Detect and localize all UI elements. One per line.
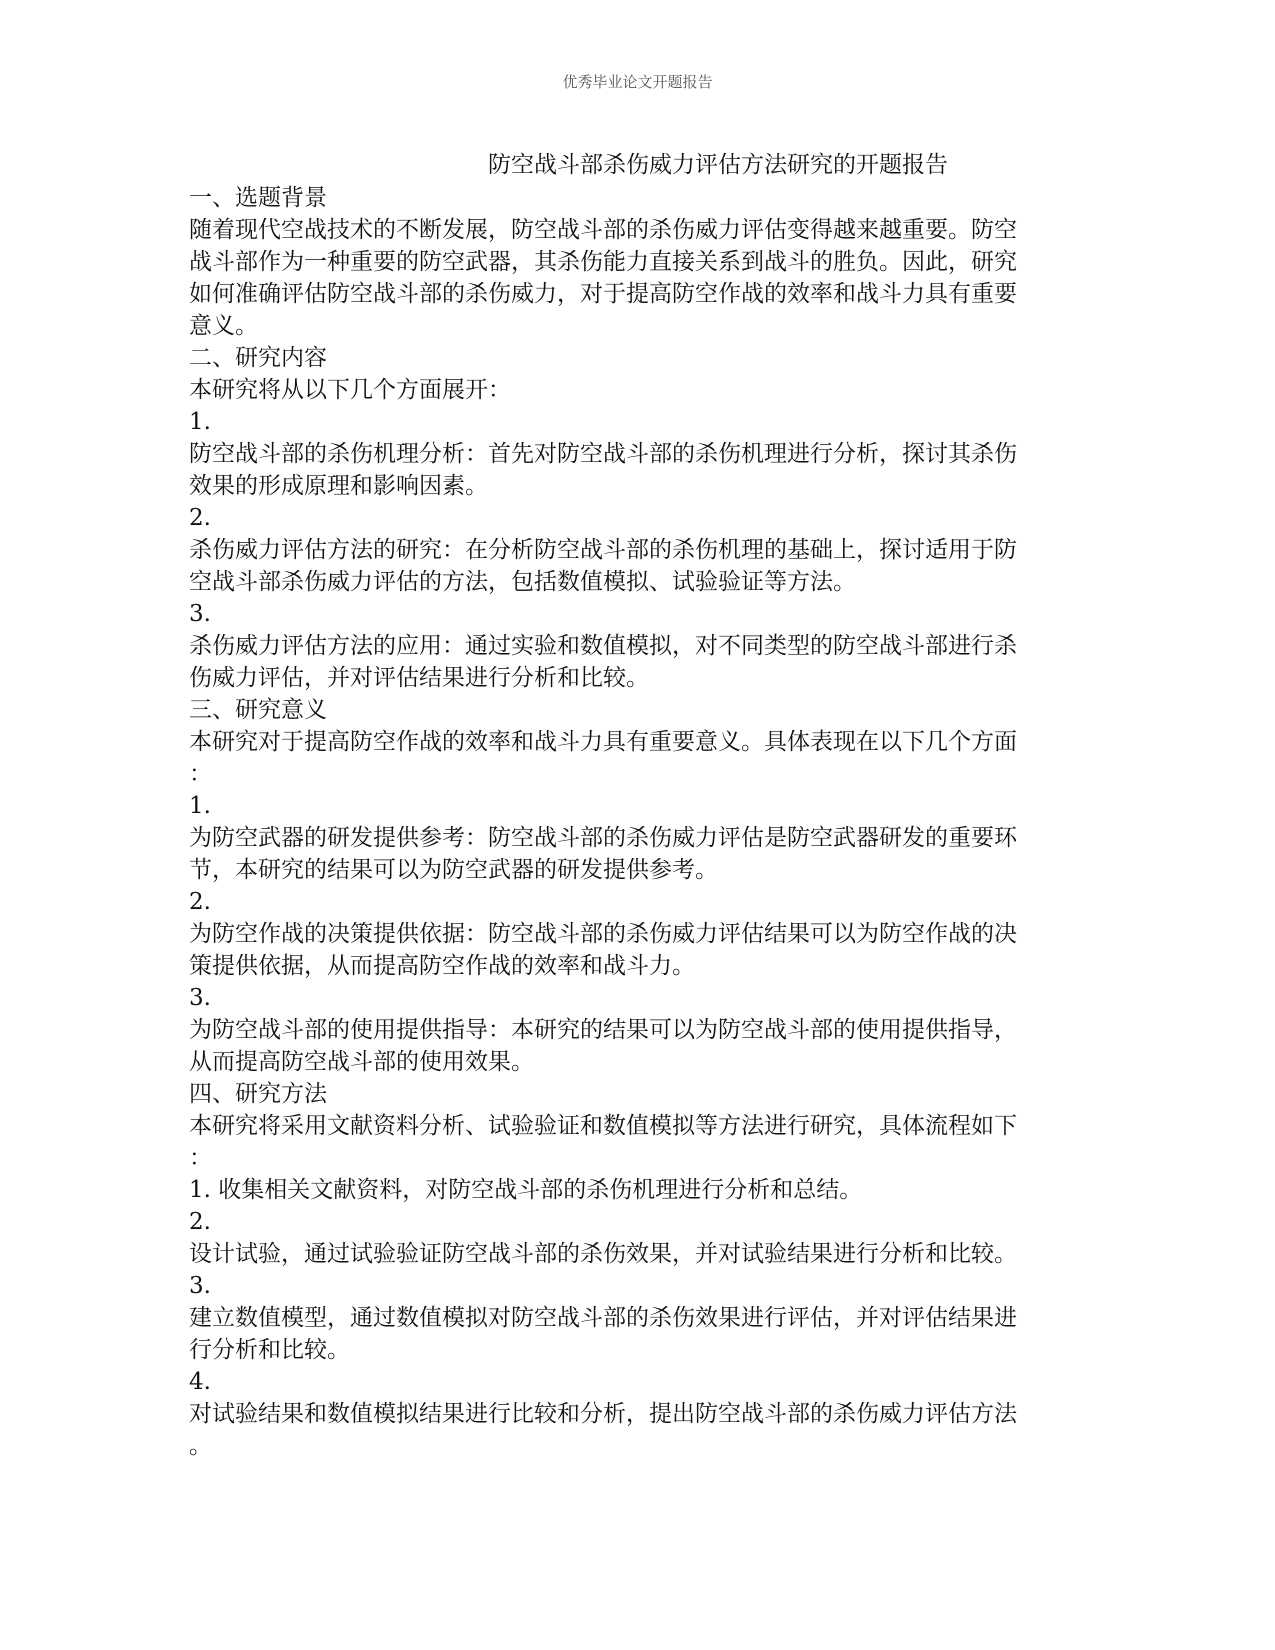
list-number: 4. xyxy=(189,1369,211,1395)
document-body xyxy=(189,182,1089,1462)
paragraph-line: 效果的形成原理和影响因素。 xyxy=(189,473,488,499)
paragraph-line: 为防空作战的决策提供依据：防空战斗部的杀伤威力评估结果可以为防空作战的决 xyxy=(189,921,1017,947)
section-heading: 二、研究内容 xyxy=(189,345,327,371)
paragraph-line: 杀伤威力评估方法的研究：在分析防空战斗部的杀伤机理的基础上，探讨适用于防 xyxy=(189,537,1017,563)
paragraph-line: 为防空武器的研发提供参考：防空战斗部的杀伤威力评估是防空武器研发的重要环 xyxy=(189,825,1017,851)
paragraph-line: 行分析和比较。 xyxy=(189,1337,350,1363)
page-header: 优秀毕业论文开题报告 xyxy=(562,73,713,91)
paragraph-line: 如何准确评估防空战斗部的杀伤威力，对于提高防空作战的效率和战斗力具有重要 xyxy=(189,281,1017,307)
list-number: 3. xyxy=(189,985,211,1011)
list-item: 1. 收集相关文献资料，对防空战斗部的杀伤机理进行分析和总结。 xyxy=(189,1177,863,1203)
section-heading: 四、研究方法 xyxy=(189,1081,327,1107)
paragraph-line: 本研究对于提高防空作战的效率和战斗力具有重要意义。具体表现在以下几个方面 xyxy=(189,729,1017,755)
paragraph-line: 对试验结果和数值模拟结果进行比较和分析，提出防空战斗部的杀伤威力评估方法 xyxy=(189,1401,1017,1427)
paragraph-line: ： xyxy=(189,761,212,787)
paragraph-line: 。 xyxy=(189,1433,212,1459)
paragraph-line: 本研究将采用文献资料分析、试验验证和数值模拟等方法进行研究，具体流程如下 xyxy=(189,1113,1017,1139)
list-number: 2. xyxy=(189,505,211,531)
paragraph-line: 防空战斗部的杀伤机理分析：首先对防空战斗部的杀伤机理进行分析，探讨其杀伤 xyxy=(189,441,1017,467)
document-title: 防空战斗部杀伤威力评估方法研究的开题报告 xyxy=(488,152,948,178)
paragraph-line: 意义。 xyxy=(189,313,258,339)
paragraph-line: ： xyxy=(189,1145,212,1171)
section-heading: 一、选题背景 xyxy=(189,185,327,211)
list-number: 1. xyxy=(189,409,211,435)
paragraph-line: 伤威力评估，并对评估结果进行分析和比较。 xyxy=(189,665,649,691)
paragraph-line: 战斗部作为一种重要的防空武器，其杀伤能力直接关系到战斗的胜负。因此，研究 xyxy=(189,249,1017,275)
paragraph-line: 建立数值模型，通过数值模拟对防空战斗部的杀伤效果进行评估，并对评估结果进 xyxy=(189,1305,1017,1331)
paragraph-line: 杀伤威力评估方法的应用：通过实验和数值模拟，对不同类型的防空战斗部进行杀 xyxy=(189,633,1017,659)
paragraph-line: 本研究将从以下几个方面展开： xyxy=(189,377,511,403)
paragraph-line: 设计试验，通过试验验证防空战斗部的杀伤效果，并对试验结果进行分析和比较。 xyxy=(189,1241,1017,1267)
list-number: 2. xyxy=(189,889,211,915)
paragraph-line: 为防空战斗部的使用提供指导：本研究的结果可以为防空战斗部的使用提供指导， xyxy=(189,1017,1017,1043)
list-number: 3. xyxy=(189,1273,211,1299)
paragraph-line: 从而提高防空战斗部的使用效果。 xyxy=(189,1049,534,1075)
paragraph-line: 策提供依据，从而提高防空作战的效率和战斗力。 xyxy=(189,953,695,979)
list-number: 2. xyxy=(189,1209,211,1235)
section-heading: 三、研究意义 xyxy=(189,697,327,723)
list-number: 3. xyxy=(189,601,211,627)
list-number: 1. xyxy=(189,793,211,819)
paragraph-line: 节，本研究的结果可以为防空武器的研发提供参考。 xyxy=(189,857,718,883)
paragraph-line: 空战斗部杀伤威力评估的方法，包括数值模拟、试验验证等方法。 xyxy=(189,569,856,595)
paragraph-line: 随着现代空战技术的不断发展，防空战斗部的杀伤威力评估变得越来越重要。防空 xyxy=(189,217,1017,243)
